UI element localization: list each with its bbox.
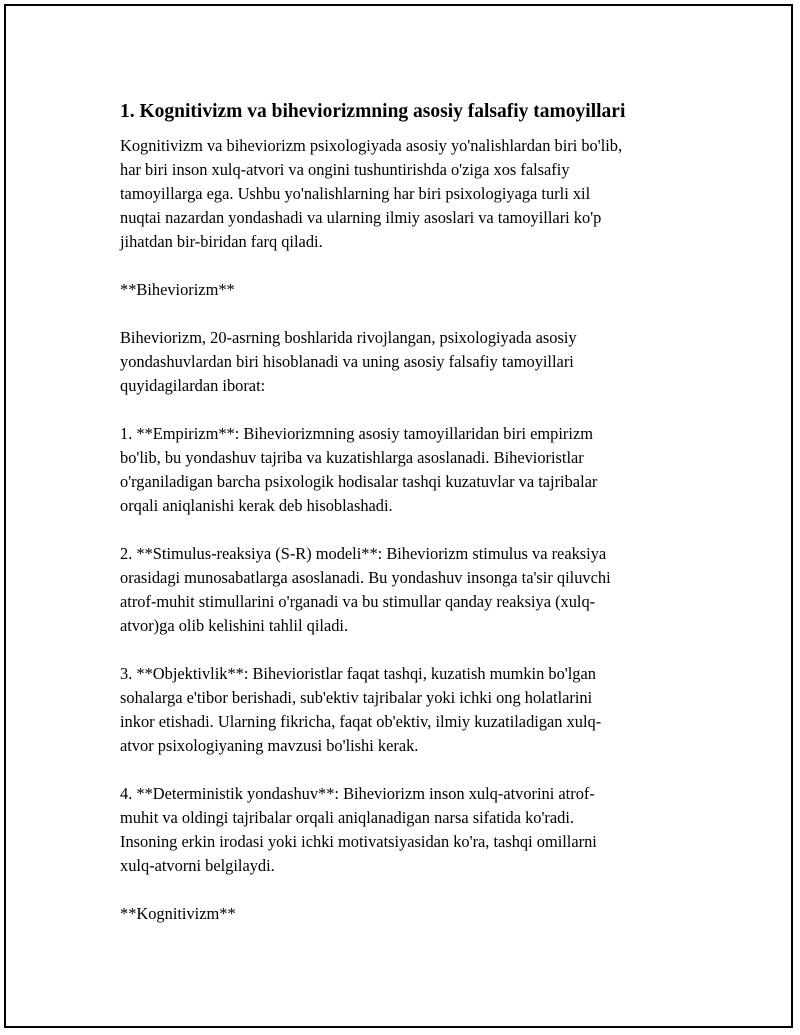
paragraph-line: atvor)ga olib kelishini tahlil qiladi. <box>120 616 349 635</box>
paragraph-line: o'rganiladigan barcha psixologik hodisalar tashqi kuzatuvlar va tajribalar <box>120 472 598 491</box>
paragraph <box>120 134 700 254</box>
paragraph <box>120 326 700 398</box>
paragraph-line: bo'lib, bu yondashuv tajriba va kuzatishlarga asoslanadi. Bihevioristlar <box>120 448 584 467</box>
paragraph-line: atrof-muhit stimullarini o'rganadi va bu stimullar qanday reaksiya (xulq- <box>120 592 596 611</box>
paragraph-line: sohalarga e'tibor berishadi, sub'ektiv tajribalar yoki ichki ong holatlarini <box>120 688 593 707</box>
paragraph-line: atvor psixologiyaning mavzusi bo'lishi kerak. <box>120 736 419 755</box>
paragraph-line: inkor etishadi. Ularning fikricha, faqat ob'ektiv, ilmiy kuzatiladigan xulq- <box>120 712 602 731</box>
paragraph-line: Insoning erkin irodasi yoki ichki motivatsiyasidan ko'ra, tashqi omillarni <box>120 832 597 851</box>
paragraph-line: muhit va oldingi tajribalar orqali aniqlanadigan narsa sifatida ko'radi. <box>120 808 575 827</box>
paragraph-line: har biri inson xulq-atvori va ongini tushuntirishda o'ziga xos falsafiy <box>120 160 570 179</box>
paragraph-line: xulq-atvorni belgilaydi. <box>120 856 275 875</box>
paragraph-line: 4. **Deterministik yondashuv**: Biheviorizm inson xulq-atvorini atrof- <box>120 784 595 803</box>
document-body <box>120 98 700 950</box>
paragraph-line: yondashuvlardan biri hisoblanadi va uning asosiy falsafiy tamoyillari <box>120 352 574 371</box>
document-page <box>4 4 793 1028</box>
paragraph-line: 3. **Objektivlik**: Bihevioristlar faqat tashqi, kuzatish mumkin bo'lgan <box>120 664 596 683</box>
paragraph-list <box>120 134 700 926</box>
paragraph <box>120 422 700 518</box>
paragraph <box>120 662 700 758</box>
paragraph-line: nuqtai nazardan yondashadi va ularning ilmiy asoslari va tamoyillari ko'p <box>120 208 602 227</box>
paragraph <box>120 542 700 638</box>
paragraph <box>120 782 700 878</box>
paragraph-line: Kognitivizm va biheviorizm psixologiyada asosiy yo'nalishlardan biri bo'lib, <box>120 136 623 155</box>
paragraph-line: jihatdan bir-biridan farq qiladi. <box>120 232 323 251</box>
paragraph-line: orqali aniqlanishi kerak deb hisoblashadi. <box>120 496 393 515</box>
paragraph-line: tamoyillarga ega. Ushbu yo'nalishlarning har biri psixologiyaga turli xil <box>120 184 591 203</box>
paragraph <box>120 278 700 302</box>
paragraph-line: **Biheviorizm** <box>120 280 235 299</box>
paragraph-line: **Kognitivizm** <box>120 904 236 923</box>
document-title: 1. Kognitivizm va biheviorizmning asosiy falsafiy tamoyillari <box>120 101 626 122</box>
paragraph-line: 1. **Empirizm**: Biheviorizmning asosiy tamoyillaridan biri empirizm <box>120 424 593 443</box>
paragraph <box>120 902 700 926</box>
paragraph-line: orasidagi munosabatlarga asoslanadi. Bu yondashuv insonga ta'sir qiluvchi <box>120 568 611 587</box>
paragraph-line: Biheviorizm, 20-asrning boshlarida rivojlangan, psixologiyada asosiy <box>120 328 577 347</box>
paragraph-line: quyidagilardan iborat: <box>120 376 266 395</box>
paragraph-line: 2. **Stimulus-reaksiya (S-R) modeli**: Biheviorizm stimulus va reaksiya <box>120 544 607 563</box>
